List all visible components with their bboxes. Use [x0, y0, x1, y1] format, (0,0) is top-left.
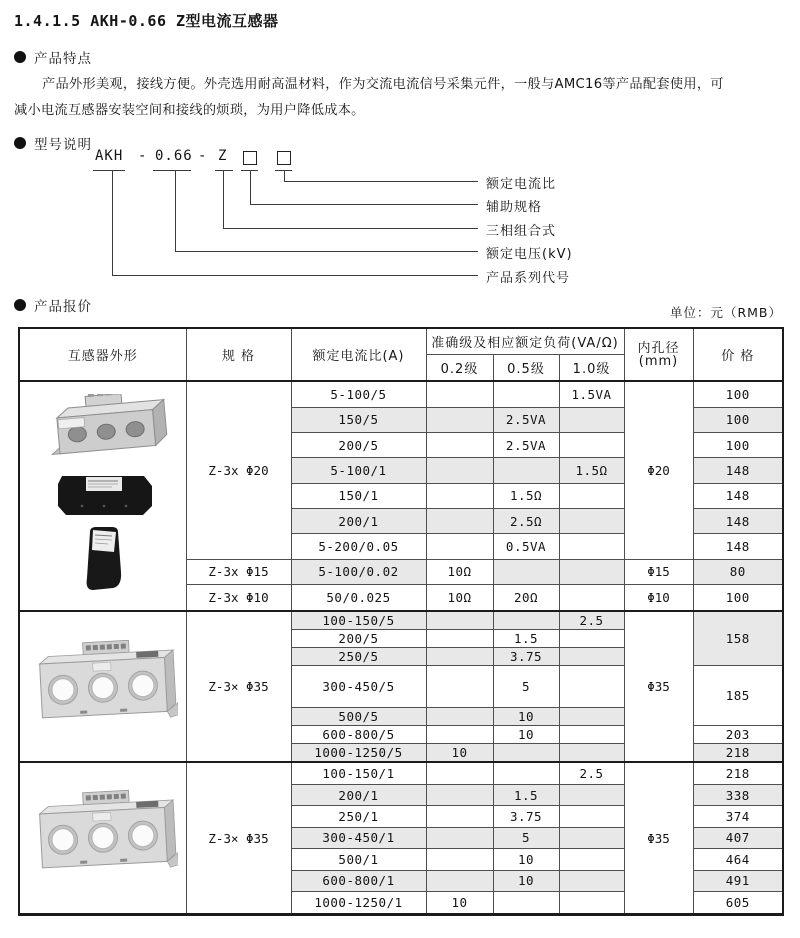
- acc10-cell: 2.5: [559, 611, 624, 630]
- acc02-cell: [426, 483, 493, 508]
- price-cell: 100: [693, 381, 783, 407]
- acc10-cell: [559, 407, 624, 432]
- bullet-icon: [14, 137, 26, 149]
- acc10-cell: [559, 744, 624, 763]
- spec-cell: Z-3x Φ10: [186, 585, 291, 611]
- acc02-cell: [426, 849, 493, 870]
- ratio-cell: 50/0.025: [291, 585, 426, 611]
- acc05-cell: [493, 611, 559, 630]
- features-heading-text: 产品特点: [34, 51, 92, 67]
- model-code-dash: -: [198, 148, 208, 164]
- header-ratio: 额定电流比(A): [291, 328, 426, 381]
- acc10-cell: [559, 870, 624, 891]
- acc05-cell: 10: [493, 708, 559, 726]
- price-cell: 148: [693, 509, 783, 534]
- acc05-cell: [493, 559, 559, 584]
- ratio-cell: 5-100/1: [291, 458, 426, 483]
- model-label-voltage: 额定电压(kV): [486, 247, 573, 262]
- acc02-cell: [426, 806, 493, 827]
- ratio-cell: 150/5: [291, 407, 426, 432]
- acc02-cell: [426, 784, 493, 805]
- acc05-cell: 5: [493, 665, 559, 708]
- acc05-cell: 1.5Ω: [493, 483, 559, 508]
- callout-line: [284, 170, 285, 181]
- callout-line: [112, 275, 478, 276]
- acc05-cell: [493, 762, 559, 784]
- acc05-cell: [493, 381, 559, 407]
- spec-cell: Z-3× Φ35: [186, 762, 291, 914]
- callout-line: [175, 251, 478, 252]
- ratio-cell: 500/5: [291, 708, 426, 726]
- acc05-cell: 2.5VA: [493, 407, 559, 432]
- acc02-cell: [426, 611, 493, 630]
- model-code-series: AKH: [95, 148, 124, 164]
- pricing-table: [18, 327, 784, 916]
- acc05-cell: 0.5VA: [493, 534, 559, 559]
- price-cell: 218: [693, 762, 783, 784]
- model-heading-text: 型号说明: [34, 137, 92, 153]
- ratio-cell: 200/5: [291, 433, 426, 458]
- acc05-cell: 20Ω: [493, 585, 559, 611]
- acc10-cell: [559, 647, 624, 665]
- product-photos-group1: [19, 381, 186, 611]
- section-model-heading: [14, 133, 92, 153]
- acc10-cell: 2.5: [559, 762, 624, 784]
- acc02-cell: 10Ω: [426, 585, 493, 611]
- spec-cell: Z-3x Φ20: [186, 381, 291, 559]
- acc10-cell: [559, 849, 624, 870]
- callout-line: [250, 204, 478, 205]
- bore-cell: Φ15: [624, 559, 693, 584]
- product-photo-group3: [19, 762, 186, 914]
- acc10-cell: [559, 708, 624, 726]
- acc02-cell: [426, 827, 493, 848]
- header-accuracy-group: 准确级及相应额定负荷(VA/Ω): [426, 328, 624, 355]
- bore-cell: Φ35: [624, 611, 693, 762]
- ratio-cell: 100-150/5: [291, 611, 426, 630]
- price-cell: 158: [693, 611, 783, 665]
- acc02-cell: [426, 647, 493, 665]
- ratio-cell: 5-100/5: [291, 381, 426, 407]
- model-label-three-phase: 三相组合式: [486, 224, 557, 239]
- acc10-cell: [559, 509, 624, 534]
- table-row: [19, 762, 783, 784]
- table-row: [19, 611, 783, 630]
- ratio-cell: 600-800/5: [291, 726, 426, 744]
- acc02-cell: 10Ω: [426, 559, 493, 584]
- ratio-cell: 250/1: [291, 806, 426, 827]
- ratio-cell: 150/1: [291, 483, 426, 508]
- acc02-cell: [426, 433, 493, 458]
- header-shape: 互感器外形: [19, 328, 186, 381]
- acc05-cell: 3.75: [493, 647, 559, 665]
- acc02-cell: 10: [426, 891, 493, 914]
- bore-cell: Φ35: [624, 762, 693, 914]
- underline: [215, 170, 233, 171]
- header-acc05: 0.5级: [493, 355, 559, 382]
- header-acc10: 1.0级: [559, 355, 624, 382]
- model-label-ratio: 额定电流比: [486, 177, 557, 192]
- model-code-type: Z: [218, 148, 228, 164]
- callout-line: [112, 170, 113, 275]
- acc02-cell: [426, 870, 493, 891]
- acc05-cell: [493, 744, 559, 763]
- features-line1: 产品外形美观，接线方便。外壳选用耐高温材料，作为交流电流信号采集元件，一般与AMC16等产品配套使用，可: [42, 77, 724, 92]
- table-row: [19, 381, 783, 407]
- acc02-cell: [426, 509, 493, 534]
- model-code-voltage: 0.66: [155, 148, 193, 164]
- ratio-cell: 200/5: [291, 629, 426, 647]
- ratio-cell: 1000-1250/1: [291, 891, 426, 914]
- ratio-cell: 300-450/1: [291, 827, 426, 848]
- model-code-box-icon: [277, 151, 291, 165]
- spec-cell: Z-3x Φ15: [186, 559, 291, 584]
- underline: [93, 170, 125, 171]
- features-paragraph: [14, 72, 786, 124]
- ratio-cell: 1000-1250/5: [291, 744, 426, 763]
- callout-line: [175, 170, 176, 251]
- product-photo-z3x20-icon: [28, 394, 178, 594]
- acc10-cell: 1.5Ω: [559, 458, 624, 483]
- header-bore-line1: 内孔径: [637, 340, 680, 356]
- acc02-cell: [426, 458, 493, 483]
- price-cell: 407: [693, 827, 783, 848]
- acc02-cell: [426, 534, 493, 559]
- model-code-box-icon: [243, 151, 257, 165]
- acc02-cell: [426, 665, 493, 708]
- ratio-cell: 200/1: [291, 509, 426, 534]
- price-cell: 148: [693, 483, 783, 508]
- header-spec: 规 格: [186, 328, 291, 381]
- ratio-cell: 600-800/1: [291, 870, 426, 891]
- price-cell: 464: [693, 849, 783, 870]
- price-cell: 100: [693, 585, 783, 611]
- acc05-cell: 10: [493, 870, 559, 891]
- section-pricing-heading: [14, 295, 92, 315]
- acc05-cell: [493, 891, 559, 914]
- acc10-cell: [559, 665, 624, 708]
- acc05-cell: 2.5Ω: [493, 509, 559, 534]
- price-cell: 605: [693, 891, 783, 914]
- acc02-cell: [426, 762, 493, 784]
- features-line2: 减小电流互感器安装空间和接线的烦琐，为用户降低成本。: [14, 103, 365, 118]
- callout-line: [223, 228, 478, 229]
- spec-cell: Z-3× Φ35: [186, 611, 291, 762]
- acc10-cell: [559, 629, 624, 647]
- acc10-cell: [559, 726, 624, 744]
- acc05-cell: 1.5: [493, 784, 559, 805]
- ratio-cell: 500/1: [291, 849, 426, 870]
- header-price: 价 格: [693, 328, 783, 381]
- model-code-dash: -: [138, 148, 148, 164]
- acc05-cell: [493, 458, 559, 483]
- model-label-series: 产品系列代号: [486, 271, 571, 286]
- acc10-cell: [559, 433, 624, 458]
- acc02-cell: [426, 381, 493, 407]
- price-cell: 374: [693, 806, 783, 827]
- acc10-cell: [559, 891, 624, 914]
- ratio-cell: 100-150/1: [291, 762, 426, 784]
- acc02-cell: [426, 708, 493, 726]
- acc10-cell: [559, 585, 624, 611]
- model-label-aux: 辅助规格: [486, 200, 543, 215]
- underline: [153, 170, 191, 171]
- price-cell: 218: [693, 744, 783, 763]
- bore-cell: Φ20: [624, 381, 693, 559]
- section-features-heading: [14, 47, 92, 67]
- acc05-cell: 3.75: [493, 806, 559, 827]
- bullet-icon: [14, 51, 26, 63]
- product-photo-z3x35-icon: [28, 620, 178, 750]
- acc05-cell: 10: [493, 726, 559, 744]
- product-photo-group2: [19, 611, 186, 762]
- acc10-cell: [559, 806, 624, 827]
- unit-note: 单位：元（RMB）: [669, 305, 782, 320]
- callout-line: [284, 181, 478, 182]
- callout-line: [250, 170, 251, 204]
- header-bore: [624, 328, 693, 381]
- bore-cell: Φ10: [624, 585, 693, 611]
- acc10-cell: [559, 784, 624, 805]
- acc02-cell: 10: [426, 744, 493, 763]
- acc02-cell: [426, 629, 493, 647]
- ratio-cell: 200/1: [291, 784, 426, 805]
- acc10-cell: 1.5VA: [559, 381, 624, 407]
- acc10-cell: [559, 483, 624, 508]
- acc10-cell: [559, 534, 624, 559]
- price-cell: 185: [693, 665, 783, 726]
- price-cell: 100: [693, 433, 783, 458]
- table-header-row: [19, 328, 783, 355]
- acc02-cell: [426, 726, 493, 744]
- price-cell: 491: [693, 870, 783, 891]
- ratio-cell: 5-200/0.05: [291, 534, 426, 559]
- header-bore-line2: (mm): [638, 353, 679, 369]
- acc05-cell: 5: [493, 827, 559, 848]
- price-cell: 148: [693, 458, 783, 483]
- price-cell: 338: [693, 784, 783, 805]
- ratio-cell: 300-450/5: [291, 665, 426, 708]
- acc05-cell: 1.5: [493, 629, 559, 647]
- product-photo-z3x35-icon: [28, 772, 178, 902]
- price-cell: 148: [693, 534, 783, 559]
- ratio-cell: 5-100/0.02: [291, 559, 426, 584]
- header-acc02: 0.2级: [426, 355, 493, 382]
- acc02-cell: [426, 407, 493, 432]
- ratio-cell: 250/5: [291, 647, 426, 665]
- acc10-cell: [559, 559, 624, 584]
- bullet-icon: [14, 299, 26, 311]
- price-cell: 80: [693, 559, 783, 584]
- acc10-cell: [559, 827, 624, 848]
- callout-line: [223, 170, 224, 228]
- acc05-cell: 2.5VA: [493, 433, 559, 458]
- acc05-cell: 10: [493, 849, 559, 870]
- page-title: 1.4.1.5 AKH-0.66 Z型电流互感器: [14, 12, 279, 30]
- pricing-heading-text: 产品报价: [34, 299, 92, 315]
- price-cell: 100: [693, 407, 783, 432]
- price-cell: 203: [693, 726, 783, 744]
